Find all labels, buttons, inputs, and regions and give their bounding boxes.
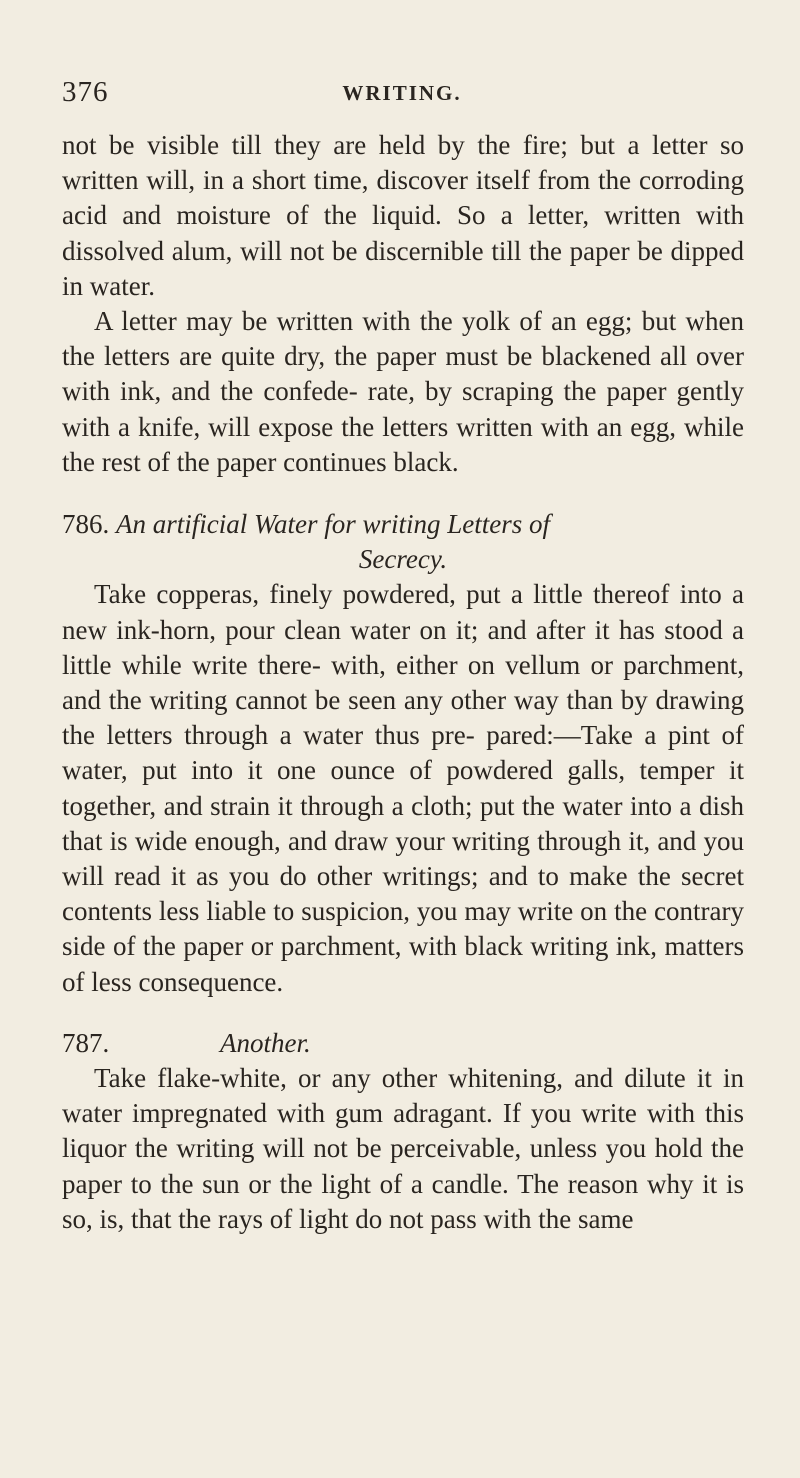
page-number: 376 [62,76,109,108]
body-text [62,128,744,1237]
section-786-heading [62,507,744,577]
section-786-title-line2: Secrecy. [358,544,448,575]
section-786-body: Take copperas, finely powdered, put a little thereof into a new ink-horn, pour clean water on it; and after it has stood a little while write there- with, either on vellum or parchment, and the writing cannot be seen any other way than by drawing the letters through a water thus pre- pared:—Take a pint of water, put into it one ounce of powdered galls, temper it together, and strain it through a cloth; put the water into a dish that is wide enough, and draw your writing through it, and you will read it as you do other writings; and to make the secret contents less liable to suspicion, you may write on the contrary side of the paper or parchment, with black writing ink, matters of less consequence. [62,579,744,997]
section-787-body: Take flake-white, or any other whitening, and dilute it in water impregnated with gum adragant. If you write with this liquor the writing will not be perceivable, unless you hold the paper to the sun or the light of a candle. The reason why it is so, is, that the rays of light do not pass with the same [62,1063,744,1234]
paragraph-egg-yolk: A letter may be written with the yolk of an egg; but when the letters are quite dry, the paper must be blackened all over with ink, and the confede- rate, by scraping the paper gently with a knife, will expose the letters written with an egg, while the rest of the paper continues black. [62,306,744,477]
running-head: WRITING. [342,81,462,105]
section-787-heading [62,1026,744,1061]
section-786-title: An artificial Water for writing Letters of [116,509,551,540]
section-786-number: 786. [62,509,110,540]
page-header [62,76,742,116]
section-787-title: Another. [220,1027,311,1058]
paragraph-continued: not be visible till they are held by the fire; but a letter so written will, in a short time, discover itself from the corroding acid and moisture of the liquid. So a letter, written with dissolved alum, will not be discernible till the paper be dipped in water. [62,130,744,301]
section-787-number: 787. [62,1027,110,1058]
